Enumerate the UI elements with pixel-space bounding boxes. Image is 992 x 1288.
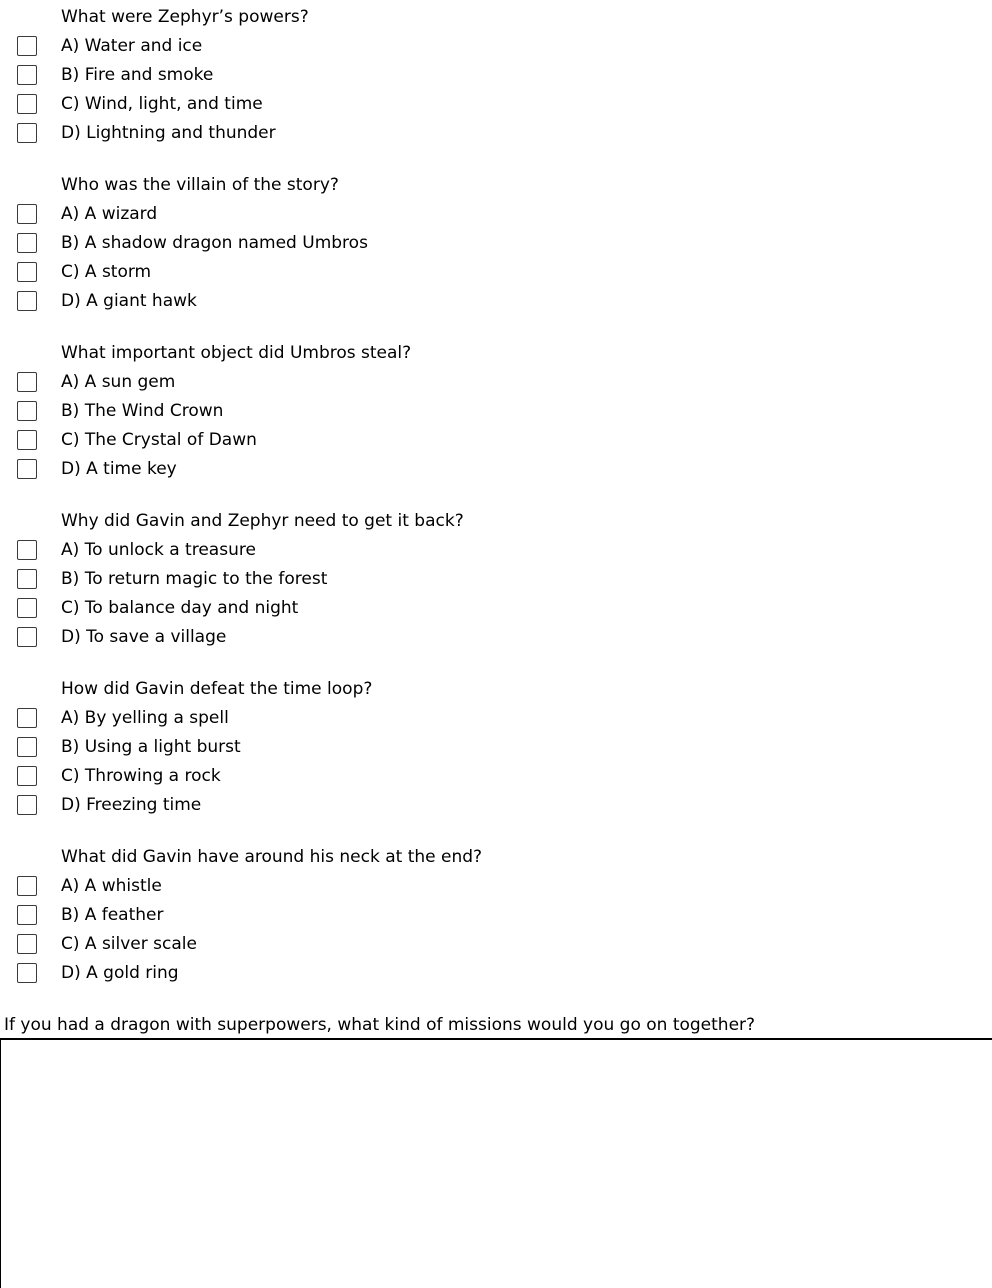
option-label: D) Freezing time (61, 795, 202, 815)
answer-option[interactable] (0, 61, 992, 90)
question-text: What were Zephyr’s powers? (61, 7, 309, 27)
option-label: D) A gold ring (61, 963, 179, 983)
option-label: A) To unlock a treasure (61, 540, 256, 560)
open-question (0, 1012, 992, 1038)
answer-option[interactable] (0, 368, 992, 397)
option-label: B) Using a light burst (61, 737, 241, 757)
answer-option[interactable] (0, 258, 992, 287)
checkbox[interactable] (17, 372, 37, 392)
question-block (0, 3, 992, 148)
option-label: C) Wind, light, and time (61, 94, 263, 114)
checkbox[interactable] (17, 430, 37, 450)
answer-option[interactable] (0, 959, 992, 988)
option-label: B) Fire and smoke (61, 65, 214, 85)
question-block (0, 507, 992, 652)
answer-option[interactable] (0, 287, 992, 316)
checkbox[interactable] (17, 598, 37, 618)
answer-option[interactable] (0, 455, 992, 484)
option-label: B) A feather (61, 905, 164, 925)
question-block (0, 171, 992, 316)
answer-option[interactable] (0, 90, 992, 119)
checkbox[interactable] (17, 36, 37, 56)
answer-option[interactable] (0, 930, 992, 959)
question-block (0, 339, 992, 484)
checkbox[interactable] (17, 262, 37, 282)
option-label: D) A giant hawk (61, 291, 197, 311)
answer-option[interactable] (0, 32, 992, 61)
checkbox[interactable] (17, 459, 37, 479)
checkbox[interactable] (17, 291, 37, 311)
checkbox[interactable] (17, 233, 37, 253)
checkbox[interactable] (17, 401, 37, 421)
option-label: A) By yelling a spell (61, 708, 229, 728)
answer-option[interactable] (0, 200, 992, 229)
answer-option[interactable] (0, 704, 992, 733)
question-text: What important object did Umbros steal? (61, 343, 412, 363)
answer-option[interactable] (0, 623, 992, 652)
option-label: A) Water and ice (61, 36, 203, 56)
answer-option[interactable] (0, 872, 992, 901)
answer-option[interactable] (0, 791, 992, 820)
answer-box[interactable] (0, 1038, 992, 1288)
checkbox[interactable] (17, 708, 37, 728)
answer-option[interactable] (0, 594, 992, 623)
question-text: Why did Gavin and Zephyr need to get it back? (61, 511, 464, 531)
checkbox[interactable] (17, 737, 37, 757)
option-label: B) To return magic to the forest (61, 569, 328, 589)
checkbox[interactable] (17, 123, 37, 143)
option-label: C) A storm (61, 262, 152, 282)
question-text: Who was the villain of the story? (61, 175, 339, 195)
answer-option[interactable] (0, 536, 992, 565)
answer-option[interactable] (0, 565, 992, 594)
quiz-questions (0, 3, 992, 1011)
option-label: D) To save a village (61, 627, 227, 647)
option-label: D) Lightning and thunder (61, 123, 276, 143)
answer-option[interactable] (0, 901, 992, 930)
checkbox[interactable] (17, 627, 37, 647)
checkbox[interactable] (17, 65, 37, 85)
question-text: What did Gavin have around his neck at the end? (61, 847, 483, 867)
answer-option[interactable] (0, 762, 992, 791)
question-block (0, 843, 992, 988)
open-question-prompt: If you had a dragon with superpowers, what kind of missions would you go on together? (4, 1015, 756, 1035)
answer-option[interactable] (0, 229, 992, 258)
answer-option[interactable] (0, 119, 992, 148)
option-label: C) The Crystal of Dawn (61, 430, 257, 450)
checkbox[interactable] (17, 905, 37, 925)
option-label: A) A wizard (61, 204, 158, 224)
question-block (0, 675, 992, 820)
option-label: C) To balance day and night (61, 598, 299, 618)
question-text: How did Gavin defeat the time loop? (61, 679, 373, 699)
checkbox[interactable] (17, 795, 37, 815)
option-label: A) A whistle (61, 876, 162, 896)
answer-option[interactable] (0, 397, 992, 426)
checkbox[interactable] (17, 876, 37, 896)
checkbox[interactable] (17, 569, 37, 589)
answer-option[interactable] (0, 426, 992, 455)
option-label: C) Throwing a rock (61, 766, 221, 786)
checkbox[interactable] (17, 94, 37, 114)
checkbox[interactable] (17, 540, 37, 560)
option-label: D) A time key (61, 459, 177, 479)
option-label: B) A shadow dragon named Umbros (61, 233, 368, 253)
checkbox[interactable] (17, 934, 37, 954)
checkbox[interactable] (17, 204, 37, 224)
checkbox[interactable] (17, 766, 37, 786)
answer-option[interactable] (0, 733, 992, 762)
option-label: A) A sun gem (61, 372, 176, 392)
option-label: B) The Wind Crown (61, 401, 224, 421)
checkbox[interactable] (17, 963, 37, 983)
option-label: C) A silver scale (61, 934, 197, 954)
